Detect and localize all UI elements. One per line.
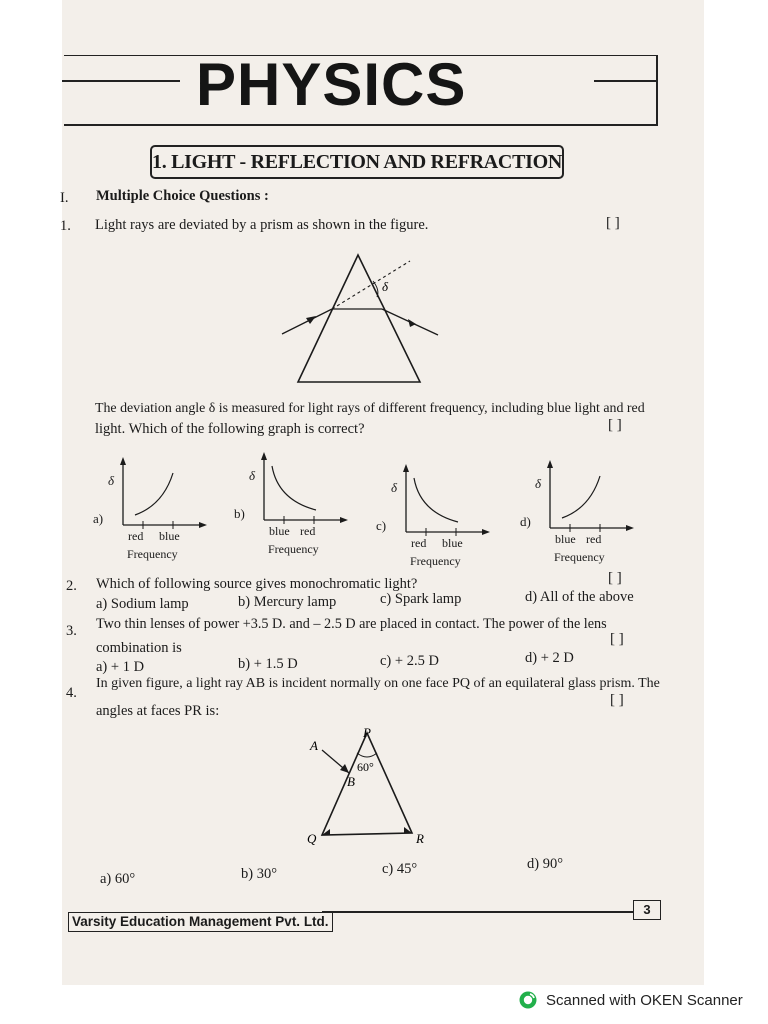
graph-y-label: δ bbox=[535, 476, 542, 491]
label-a: A bbox=[310, 738, 318, 753]
graph-curve bbox=[272, 466, 316, 510]
q4-number: 4. bbox=[66, 685, 77, 701]
q3-line2: combination is bbox=[96, 640, 182, 656]
graph-x-label: Frequency bbox=[268, 542, 319, 556]
q4-option-b: b) 30° bbox=[241, 866, 278, 882]
graph-x-label: Frequency bbox=[410, 554, 461, 568]
graph-axes bbox=[522, 458, 642, 558]
prism-figure bbox=[270, 245, 450, 390]
graph-option-label: c) bbox=[376, 518, 387, 533]
label-p: P bbox=[363, 725, 371, 740]
label-b: B bbox=[347, 774, 355, 789]
graph-axes bbox=[378, 462, 498, 562]
delta-label: δ bbox=[382, 279, 389, 294]
q2-answer-bracket: [ ] bbox=[608, 570, 622, 586]
label-q: Q bbox=[307, 831, 317, 846]
q1-number: 1. bbox=[60, 218, 71, 234]
graph-y-label: δ bbox=[391, 480, 398, 495]
graph-tick-label-1: red bbox=[128, 529, 144, 543]
graph-tick-label-2: blue bbox=[159, 529, 180, 543]
graph-option-c bbox=[376, 462, 498, 568]
q3-option-b: b) + 1.5 D bbox=[238, 656, 298, 672]
graph-option-d bbox=[520, 458, 642, 564]
graph-axes bbox=[236, 450, 356, 550]
graph-option-label: b) bbox=[234, 506, 245, 521]
graph-curve bbox=[414, 478, 458, 522]
q1-answer-bracket: [ ] bbox=[606, 215, 620, 231]
q2-option-a: a) Sodium lamp bbox=[96, 596, 189, 612]
q3-answer-bracket: [ ] bbox=[610, 631, 624, 647]
title-rule-left bbox=[62, 80, 180, 82]
q2-number: 2. bbox=[66, 578, 77, 594]
q3-option-a: a) + 1 D bbox=[96, 659, 145, 675]
q4-answer-bracket: [ ] bbox=[610, 692, 624, 708]
graph-x-label: Frequency bbox=[554, 550, 605, 564]
q4-line2: angles at faces PR is: bbox=[96, 703, 220, 719]
q1-paragraph-line1: The deviation angle δ is measured for light rays of different frequency, including blue light and red bbox=[95, 401, 645, 416]
label-angle: 60° bbox=[357, 760, 374, 774]
scanner-watermark bbox=[518, 990, 743, 1010]
q4-option-c: c) 45° bbox=[382, 861, 418, 877]
graph-tick-label-1: blue bbox=[269, 524, 290, 538]
graph-tick-label-1: blue bbox=[555, 532, 576, 546]
graph-option-b bbox=[234, 450, 356, 556]
q4-option-d: d) 90° bbox=[527, 856, 564, 872]
graph-x-label: Frequency bbox=[127, 547, 178, 561]
q2-option-c: c) Spark lamp bbox=[380, 591, 462, 607]
title-rule-right bbox=[594, 80, 656, 82]
subject-title: PHYSICS bbox=[196, 51, 467, 118]
page-number: 3 bbox=[633, 900, 661, 920]
q1-answer-bracket-2: [ ] bbox=[608, 417, 622, 433]
graph-y-label: δ bbox=[249, 468, 256, 483]
graph-axes bbox=[95, 455, 215, 555]
graph-curve bbox=[135, 473, 173, 515]
q3-number: 3. bbox=[66, 623, 77, 639]
graph-tick-label-2: blue bbox=[442, 536, 463, 550]
q4-line1: In given figure, a light ray AB is incident normally on one face PQ of an equilateral glass prism. The bbox=[96, 676, 660, 691]
equilateral-prism-figure bbox=[300, 725, 440, 855]
section-mark: I. bbox=[60, 190, 69, 206]
graph-option-label: a) bbox=[93, 511, 104, 526]
graph-option-a bbox=[93, 455, 215, 561]
q2-text: Which of following source gives monochromatic light? bbox=[96, 576, 418, 592]
label-r: R bbox=[416, 831, 424, 846]
publisher-name: Varsity Education Management Pvt. Ltd. bbox=[68, 912, 333, 932]
q2-option-b: b) Mercury lamp bbox=[238, 594, 337, 610]
chapter-title: 1. LIGHT - REFLECTION AND REFRACTION bbox=[150, 145, 564, 179]
scanner-text: Scanned with OKEN Scanner bbox=[546, 991, 743, 1009]
q4-option-a: a) 60° bbox=[100, 871, 136, 887]
oken-scanner-icon bbox=[518, 990, 538, 1010]
q3-line1: Two thin lenses of power +3.5 D. and – 2.5 D are placed in contact. The power of the lens bbox=[96, 616, 607, 632]
graph-curve bbox=[562, 476, 600, 518]
section-heading: Multiple Choice Questions : bbox=[96, 188, 269, 204]
q2-option-d: d) All of the above bbox=[525, 589, 634, 605]
graph-tick-label-2: red bbox=[586, 532, 602, 546]
graph-tick-label-1: red bbox=[411, 536, 427, 550]
q3-option-d: d) + 2 D bbox=[525, 650, 574, 666]
q1-paragraph-line2: light. Which of the following graph is correct? bbox=[95, 421, 365, 437]
graph-y-label: δ bbox=[108, 473, 115, 488]
graph-option-label: d) bbox=[520, 514, 531, 529]
q1-text: Light rays are deviated by a prism as shown in the figure. bbox=[95, 217, 429, 233]
q3-option-c: c) + 2.5 D bbox=[380, 653, 439, 669]
graph-tick-label-2: red bbox=[300, 524, 316, 538]
footer-rule bbox=[322, 911, 634, 913]
